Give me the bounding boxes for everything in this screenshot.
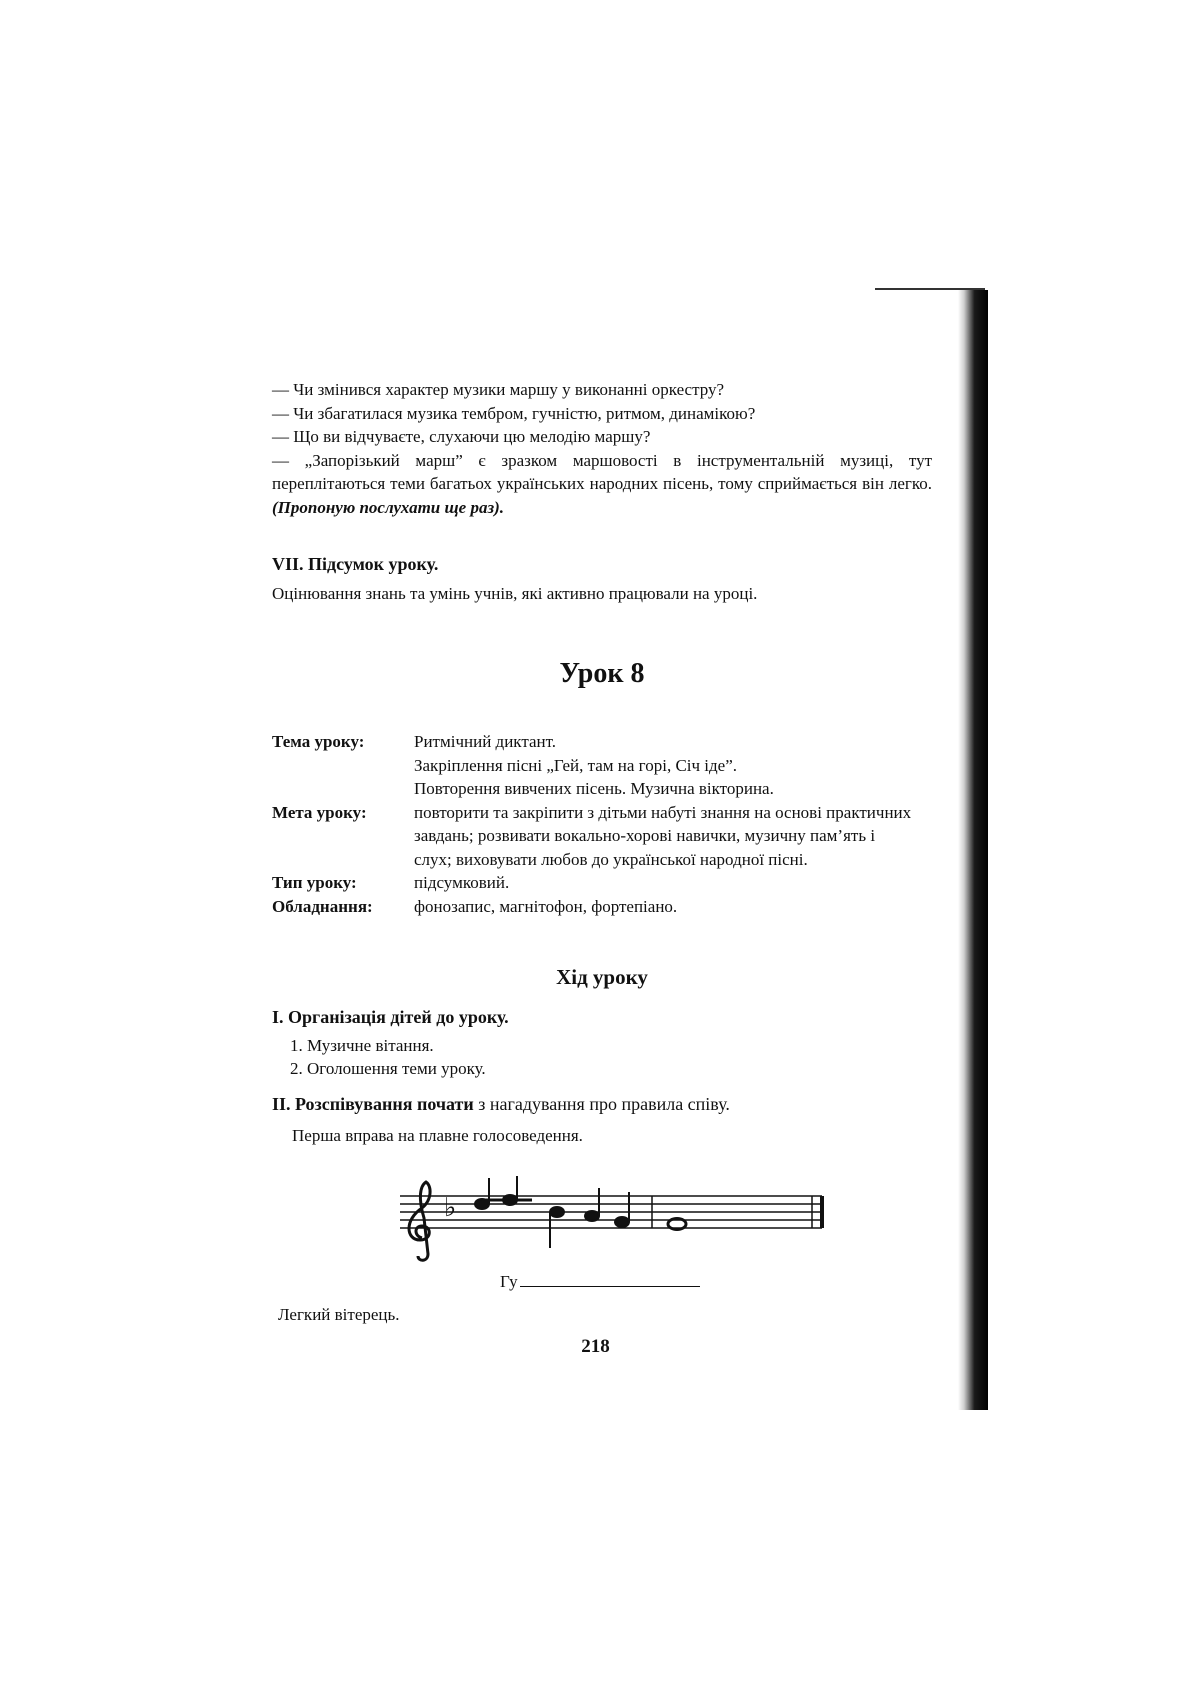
questions-block xyxy=(272,378,932,519)
footer-text: Легкий вітерець. xyxy=(278,1305,400,1324)
topic-line-2: Закріплення пісні „Гей, там на горі, Січ іде”. xyxy=(414,755,738,775)
zap-text: — „Запорізький марш” є зразком маршовості в інструментальній музиці, тут переплітаються теми багатьох українських народних пісень, тому сприймається він легко. xyxy=(272,450,932,493)
meta-goal-label: Мета уроку: xyxy=(272,802,367,822)
music-staff xyxy=(392,1168,832,1278)
meta-type-row xyxy=(272,871,932,895)
music-notation xyxy=(392,1168,832,1278)
section-ii xyxy=(272,1093,932,1147)
lyric-text: Гу xyxy=(500,1272,518,1291)
zaporizhian-march-paragraph xyxy=(272,449,932,520)
meta-type-label: Тип уроку: xyxy=(272,873,357,892)
course-title: Хід уроку xyxy=(556,965,648,989)
scan-edge-line xyxy=(875,288,985,290)
question-3: — Що ви відчуваєте, слухаючи цю мелодію маршу? xyxy=(272,427,651,446)
section-ii-exercise: Перша вправа на плавне голосоведення. xyxy=(292,1125,583,1145)
section-i-heading: І. Організація дітей до уроку. xyxy=(272,1007,509,1027)
topic-line-1: Ритмічний диктант. xyxy=(414,732,557,751)
meta-equipment-label: Обладнання: xyxy=(272,896,373,916)
question-2: — Чи збагатилася музика тембром, гучністю, ритмом, динамікою? xyxy=(272,403,756,423)
meta-topic-value xyxy=(414,730,932,801)
flat-icon: ♭ xyxy=(444,1193,457,1223)
lesson-meta xyxy=(272,730,932,918)
section-ii-heading-bold: ІІ. Розспівування почати xyxy=(272,1094,474,1114)
meta-goal-value: повторити та закріпити з дітьми набуті знання на основі практичних завдань; розвивати вокально-хорові навички, музичну пам’ять і слух; виховувати любов до української народної пісні. xyxy=(414,802,912,869)
meta-equipment-value: фонозапис, магнітофон, фортепіано. xyxy=(414,896,678,916)
section-i-item-2: 2. Оголошення теми уроку. xyxy=(290,1059,486,1078)
section-i xyxy=(272,1006,932,1081)
section-ii-heading-rest: з нагадування про правила співу. xyxy=(473,1094,730,1114)
question-1: — Чи змінився характер музики маршу у виконанні оркестру? xyxy=(272,380,725,399)
section-ii-heading xyxy=(272,1093,932,1117)
meta-type-value: підсумковий. xyxy=(414,873,510,892)
treble-clef-icon xyxy=(409,1182,430,1260)
section-vii-text: Оцінювання знань та умінь учнів, які активно працювали на уроці. xyxy=(272,583,758,603)
lyric-line xyxy=(500,1272,700,1292)
zap-italic-note: (Пропоную послухати ще раз). xyxy=(272,497,505,517)
lesson-title: Урок 8 xyxy=(559,658,645,689)
meta-topic-label: Тема уроку: xyxy=(272,732,365,751)
scan-edge-shadow xyxy=(958,290,988,1410)
meta-topic-row xyxy=(272,730,932,801)
lyric-underline xyxy=(520,1272,700,1287)
meta-goal-row xyxy=(272,801,932,872)
section-vii xyxy=(272,553,932,605)
section-i-item-1: 1. Музичне вітання. xyxy=(290,1035,434,1055)
meta-equipment-row xyxy=(272,895,932,919)
section-vii-heading: VII. Підсумок уроку. xyxy=(272,554,439,574)
page-number: 218 xyxy=(581,1336,610,1357)
topic-line-3: Повторення вивчених пісень. Музична вікторина. xyxy=(414,779,774,798)
